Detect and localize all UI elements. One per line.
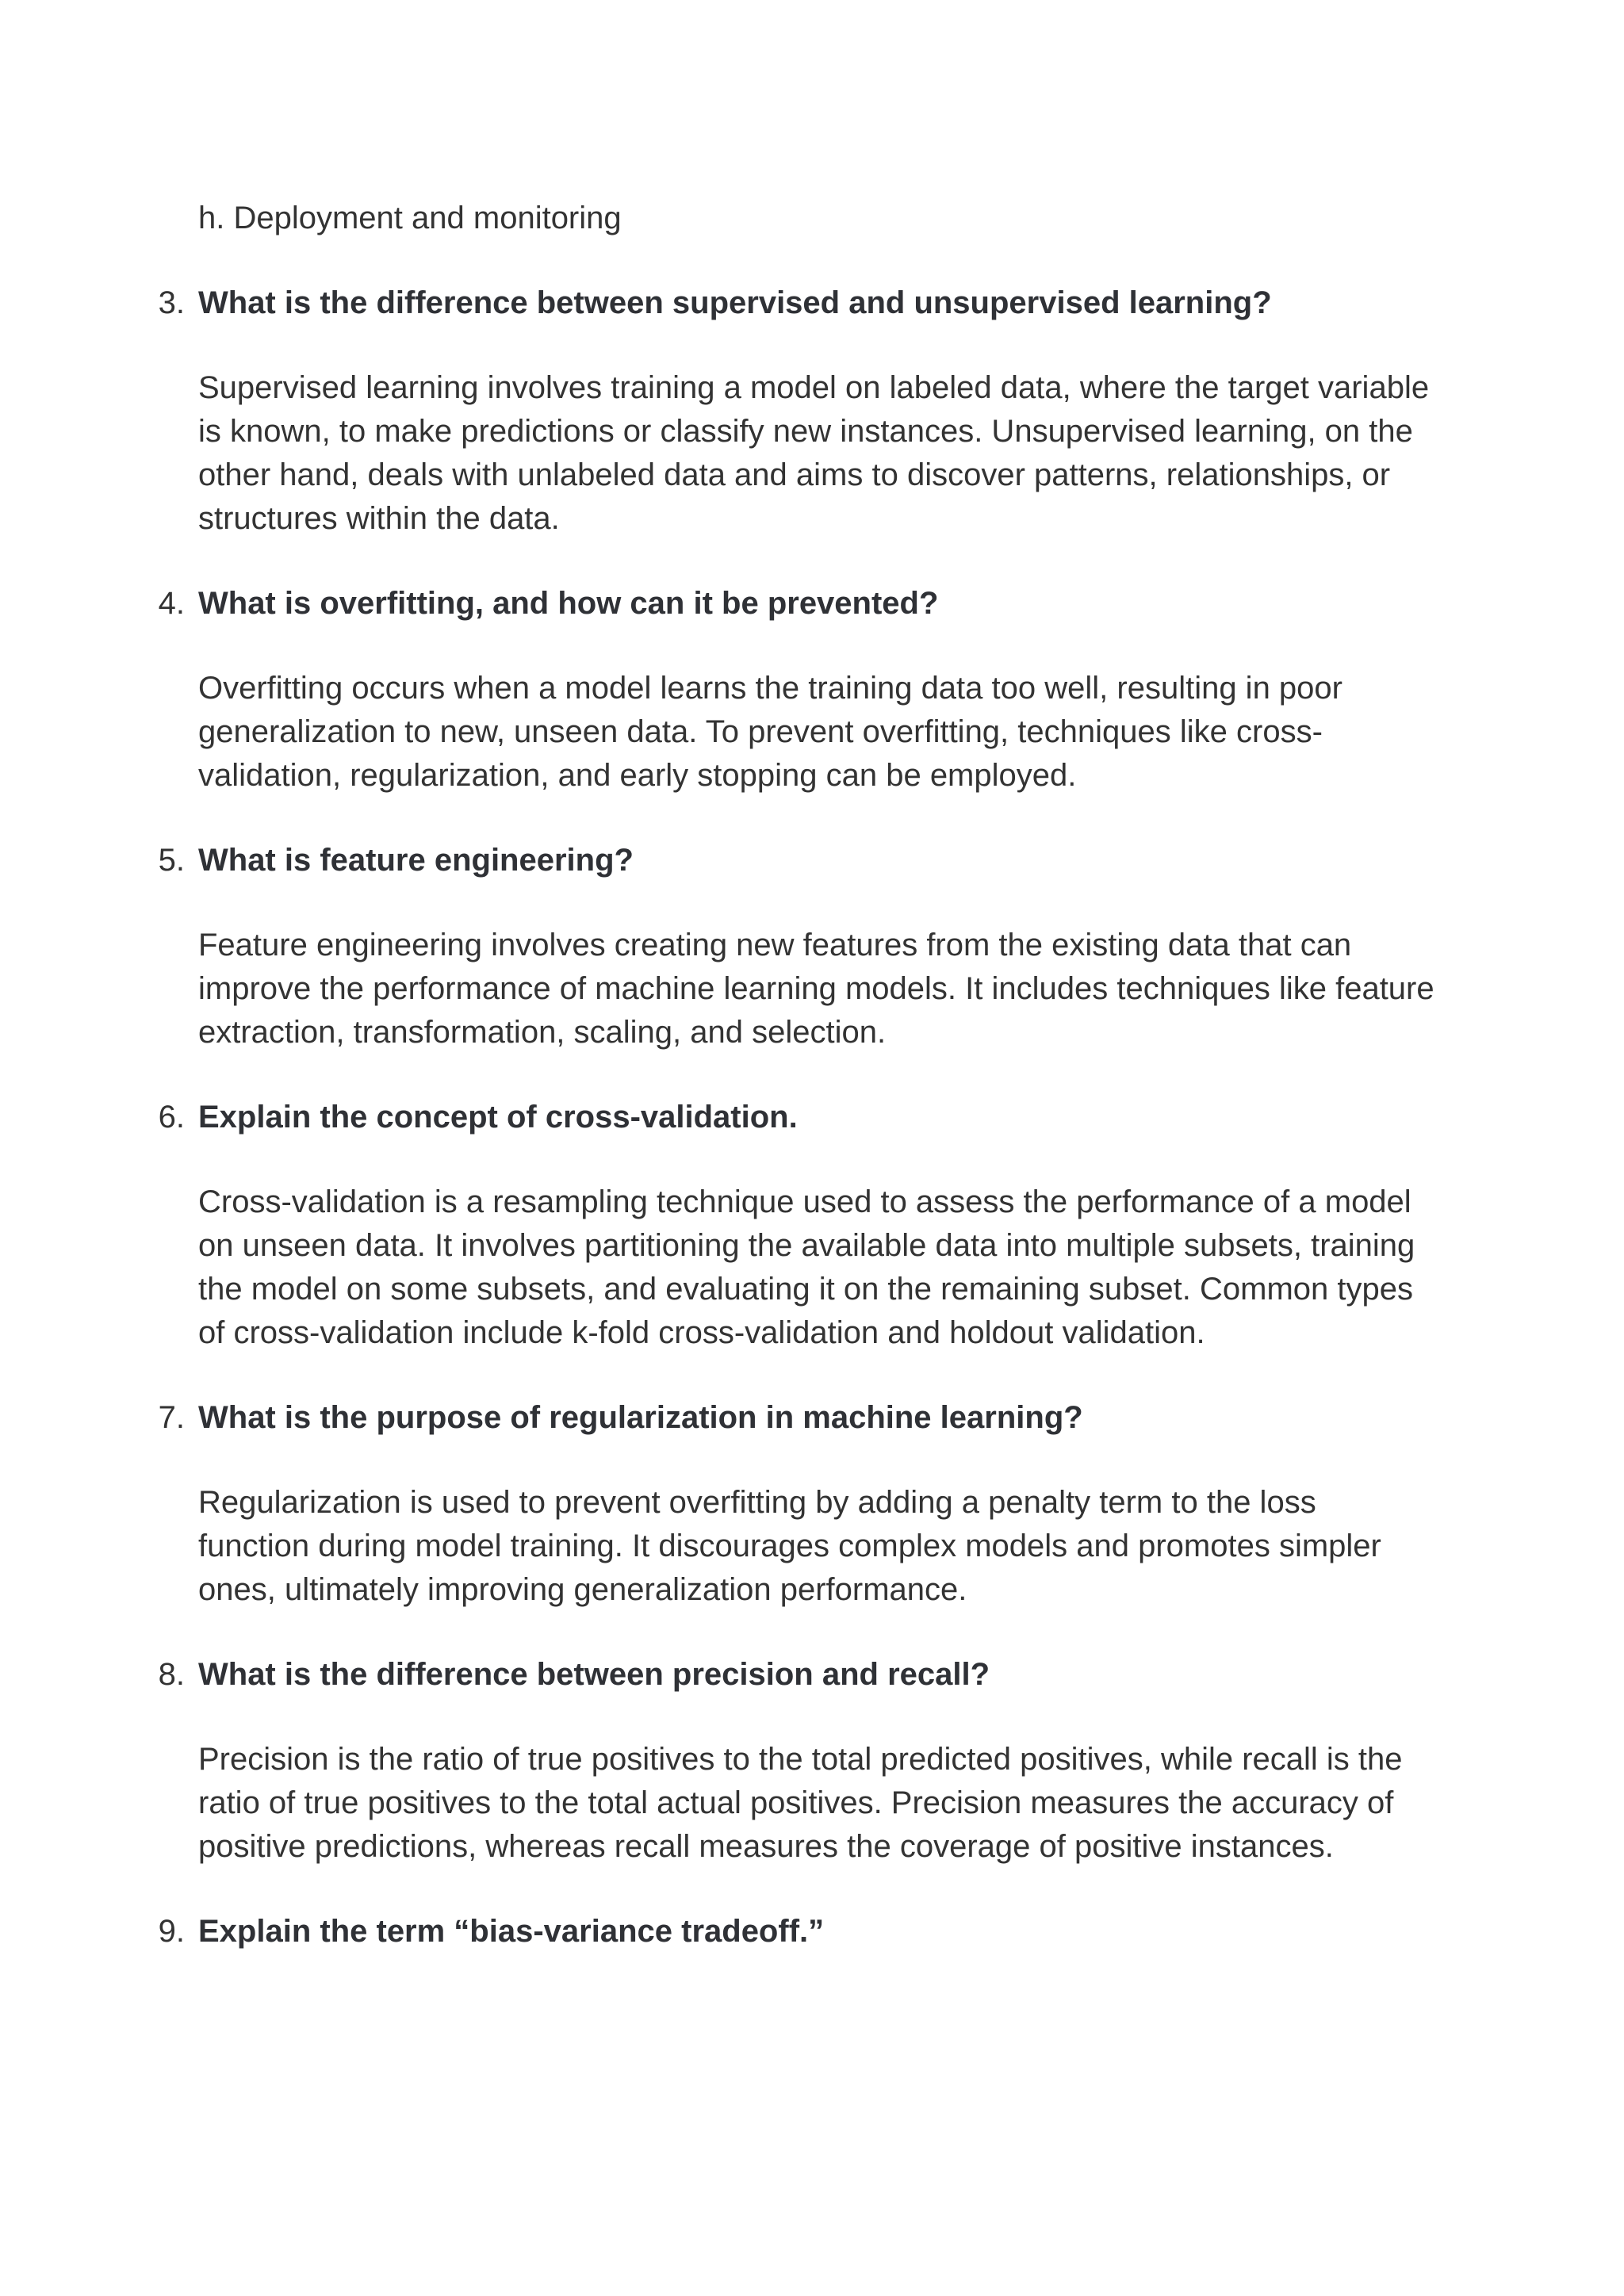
item-number: 7. bbox=[158, 1400, 185, 1435]
item-number: 6. bbox=[158, 1100, 185, 1135]
answer-paragraph: Cross-validation is a resampling technique used to assess the performance of a model on unseen data. It involves partitioning the available data into multiple subsets, training the model on some subsets, and evaluating it on the remaining subset. Common types of cross-validation include k-fold cross-validation and holdout validation. bbox=[198, 1184, 1415, 1350]
question-heading: Explain the concept of cross-validation. bbox=[198, 1100, 798, 1135]
answer-paragraph: Supervised learning involves training a model on labeled data, where the target variable is known, to make predictions or classify new instances. Unsupervised learning, on the other hand, deals with unlabeled data and aims to discover patterns, relationships, or structures within the data. bbox=[198, 370, 1430, 536]
answer-paragraph: Precision is the ratio of true positives to the total predicted positives, while recall is the ratio of true positives to the total actual positives. Precision measures the accuracy of positive predictions, whereas recall measures the coverage of positive instances. bbox=[198, 1742, 1403, 1864]
answer-paragraph: Overfitting occurs when a model learns the training data too well, resulting in poor generalization to new, unseen data. To prevent overfitting, techniques like cross-validation, regularization, and early stopping can be employed. bbox=[198, 671, 1342, 793]
list-item-7 bbox=[158, 1396, 1435, 1612]
list-item-5 bbox=[158, 839, 1435, 1054]
intro-line: h. Deployment and monitoring bbox=[198, 201, 622, 235]
list-item-9 bbox=[158, 1910, 1435, 1954]
question-heading: What is the purpose of regularization in machine learning? bbox=[198, 1400, 1083, 1435]
item-number: 5. bbox=[158, 843, 185, 878]
question-heading: What is overfitting, and how can it be prevented? bbox=[198, 586, 939, 621]
list-item-8 bbox=[158, 1653, 1435, 1869]
list-item-4 bbox=[158, 582, 1435, 798]
list-item-6 bbox=[158, 1096, 1435, 1355]
question-heading: What is the difference between precision and recall? bbox=[198, 1657, 990, 1692]
question-heading: What is the difference between supervised and unsupervised learning? bbox=[198, 285, 1272, 320]
list-item-3 bbox=[158, 281, 1435, 541]
item-number: 4. bbox=[158, 586, 185, 621]
item-number: 8. bbox=[158, 1657, 185, 1692]
item-number: 3. bbox=[158, 285, 185, 320]
question-heading: Explain the term “bias-variance tradeoff.” bbox=[198, 1914, 825, 1949]
item-number: 9. bbox=[158, 1914, 185, 1949]
answer-paragraph: Regularization is used to prevent overfitting by adding a penalty term to the loss function during model training. It discourages complex models and promotes simpler ones, ultimately improving generalization performance. bbox=[198, 1485, 1381, 1607]
document-content bbox=[158, 197, 1435, 1954]
answer-paragraph: Feature engineering involves creating new features from the existing data that can improve the performance of machine learning models. It includes techniques like feature extraction, transformation, scaling, and selection. bbox=[198, 928, 1434, 1050]
question-heading: What is feature engineering? bbox=[198, 843, 634, 878]
